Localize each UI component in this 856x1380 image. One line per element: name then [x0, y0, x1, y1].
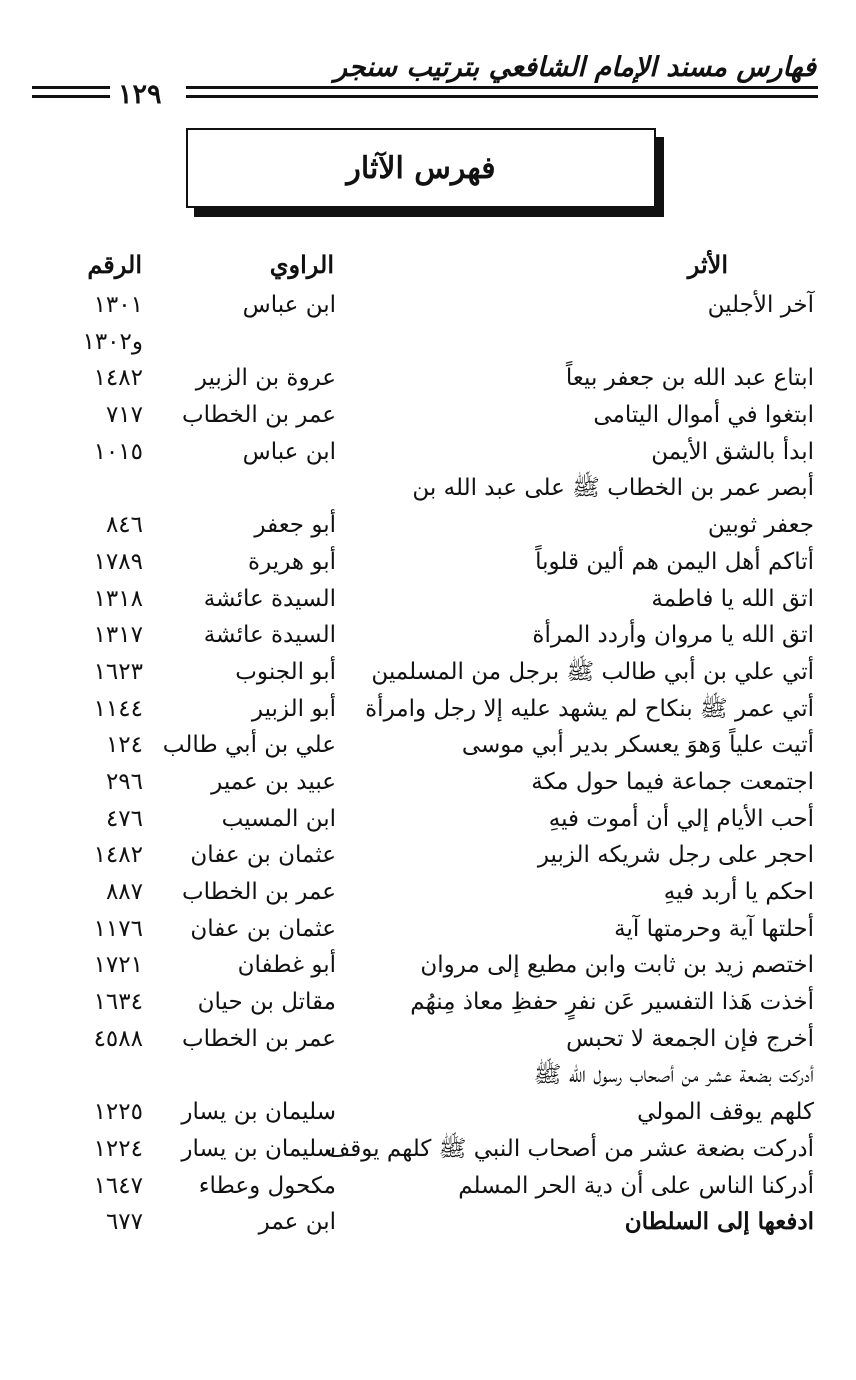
athar-text: احجر على رجل شريكه الزبير	[537, 842, 814, 869]
record-number: ١١٧٦	[93, 915, 143, 942]
index-row	[0, 727, 856, 764]
index-row	[0, 1094, 856, 1131]
index-row	[0, 1057, 856, 1094]
running-title: فهارس مسند الإمام الشافعي بترتيب سنجر	[333, 52, 816, 83]
athar-text: أتي عمر ﷺ بنكاح لم يشهد عليه إلا رجل وامرأة	[365, 695, 814, 722]
column-header-rawi: الراوي	[269, 250, 334, 279]
column-header-athar: الأثر	[687, 250, 728, 279]
index-row	[0, 691, 856, 728]
record-number: ٤٥٨٨	[93, 1025, 143, 1052]
rawi-name: أبو جعفر	[254, 512, 336, 539]
athar-text: أدركت بضعة عشر من أصحاب النبي ﷺ كلهم يوقف	[326, 1135, 814, 1162]
rawi-name: أبو الزبير	[251, 695, 336, 722]
record-number: ١٦٤٧	[93, 1172, 143, 1199]
rawi-name: مكحول وعطاء	[198, 1172, 336, 1199]
rawi-name: علي بن أبي طالب	[162, 732, 336, 759]
rawi-name: عروة بن الزبير	[195, 365, 336, 392]
rawi-name: عثمان بن عفان	[190, 842, 336, 869]
record-number: ٦٧٧	[105, 1209, 143, 1236]
rawi-name: ابن عباس	[242, 292, 336, 318]
record-number: ١٧٢١	[93, 952, 143, 979]
index-row	[0, 801, 856, 838]
record-number: ١٠١٥	[93, 438, 143, 465]
index-row	[0, 764, 856, 801]
index-row	[0, 397, 856, 434]
rawi-name: عمر بن الخطاب	[181, 879, 336, 905]
index-row	[0, 1204, 856, 1241]
index-table	[0, 287, 856, 1241]
athar-text: كلهم يوقف المولي	[637, 1099, 814, 1126]
record-number: و١٣٠٢	[82, 328, 143, 355]
index-row	[0, 470, 856, 507]
athar-text: أتي علي بن أبي طالب ﷺ برجل من المسلمين	[371, 658, 814, 685]
index-row	[0, 1131, 856, 1168]
record-number: ٨٨٧	[105, 879, 143, 905]
rawi-name: أبو غطفان	[237, 952, 336, 979]
record-number: ١٣٠١	[93, 292, 143, 318]
index-row	[0, 911, 856, 948]
athar-text: جعفر ثوبين	[707, 512, 814, 539]
index-row	[0, 947, 856, 984]
athar-text: اتق الله يا مروان وأردد المرأة	[532, 622, 814, 649]
index-row	[0, 654, 856, 691]
athar-text: اجتمعت جماعة فيما حول مكة	[531, 768, 814, 795]
athar-text: آخر الأجلين	[707, 292, 814, 318]
rawi-name: عمر بن الخطاب	[181, 1025, 336, 1052]
record-number: ٤٧٦	[105, 805, 143, 832]
record-number: ١٢٢٥	[93, 1099, 143, 1126]
athar-text: أتيت علياً وَهوَ يعسكر بدير أبي موسى	[461, 732, 814, 759]
rawi-name: أبو الجنوب	[235, 658, 336, 685]
index-row	[0, 287, 856, 324]
index-row	[0, 544, 856, 581]
header-rule-right-bottom	[186, 95, 818, 98]
rawi-name: سليمان بن يسار	[181, 1099, 336, 1126]
athar-text: اتق الله يا فاطمة	[651, 585, 814, 612]
record-number: ١٤٨٢	[93, 842, 143, 869]
rawi-name: ابن عباس	[242, 438, 336, 465]
record-number: ١٧٨٩	[93, 548, 143, 575]
rawi-name: عمر بن الخطاب	[181, 402, 336, 429]
athar-text: أحب الأيام إلي أن أموت فيهِ	[548, 805, 814, 832]
index-row	[0, 581, 856, 618]
section-title: فهرس الآثار	[346, 150, 496, 186]
athar-text: أخذت هَذا التفسير عَن نفرٍ حفظِ معاذ مِنهُم	[410, 989, 814, 1016]
athar-text: أبصر عمر بن الخطاب ﷺ على عبد الله بن	[412, 475, 814, 502]
column-header-raqm: الرقم	[87, 250, 142, 279]
rawi-name: عثمان بن عفان	[190, 915, 336, 942]
record-number: ٢٩٦	[105, 768, 143, 795]
rawi-name: أبو هريرة	[248, 548, 336, 575]
record-number: ١٣١٨	[93, 585, 143, 612]
index-row	[0, 984, 856, 1021]
record-number: ١٦٢٣	[93, 658, 143, 685]
record-number: ١٢٢٤	[93, 1135, 143, 1162]
athar-text: احكم يا أربد فيهِ	[663, 879, 814, 905]
athar-text: ابتغوا في أموال اليتامى	[593, 402, 814, 429]
record-number: ١٣١٧	[93, 622, 143, 649]
record-number: ١١٤٤	[93, 695, 143, 722]
record-number: ١٢٤	[105, 732, 143, 759]
rawi-name: ابن عمر	[258, 1209, 336, 1236]
athar-text: اختصم زيد بن ثابت وابن مطيع إلى مروان	[420, 952, 814, 979]
athar-text: ابدأ بالشق الأيمن	[651, 438, 814, 465]
rawi-name: ابن المسيب	[221, 805, 336, 832]
index-row	[0, 874, 856, 911]
record-number: ١٦٣٤	[93, 989, 143, 1016]
index-row	[0, 1168, 856, 1205]
record-number: ٧١٧	[105, 402, 143, 429]
athar-text: ابتاع عبد الله بن جعفر بيعاً	[565, 365, 814, 392]
index-row	[0, 1021, 856, 1058]
rawi-name: عبيد بن عمير	[211, 768, 336, 795]
athar-text: أدركنا الناس على أن دية الحر المسلم	[458, 1172, 814, 1199]
index-row	[0, 360, 856, 397]
athar-text: أحلتها آية وحرمتها آية	[614, 915, 814, 942]
page-number: ١٢٩	[118, 79, 162, 110]
index-row	[0, 434, 856, 471]
index-row	[0, 617, 856, 654]
header-rule-left-bottom	[32, 95, 110, 98]
record-number: ١٤٨٢	[93, 365, 143, 392]
index-row	[0, 324, 856, 361]
header-rule-left-top	[32, 86, 110, 89]
rawi-name: مقاتل بن حيان	[197, 989, 336, 1016]
index-row	[0, 507, 856, 544]
record-number: ٨٤٦	[105, 512, 143, 539]
athar-text: ادفعها إلى السلطان	[624, 1208, 814, 1236]
athar-text: أدركت بضعة عشر من أصحاب رسول الله ﷺ	[533, 1062, 814, 1089]
header-rule-right-top	[186, 86, 818, 89]
rawi-name: السيدة عائشة	[203, 622, 336, 649]
rawi-name: السيدة عائشة	[203, 585, 336, 612]
section-title-box	[186, 128, 656, 208]
index-row	[0, 837, 856, 874]
athar-text: أتاكم أهل اليمن هم ألين قلوباً	[535, 548, 814, 575]
athar-text: أخرج فإن الجمعة لا تحبس	[566, 1025, 814, 1052]
rawi-name: سليمان بن يسار	[181, 1135, 336, 1162]
